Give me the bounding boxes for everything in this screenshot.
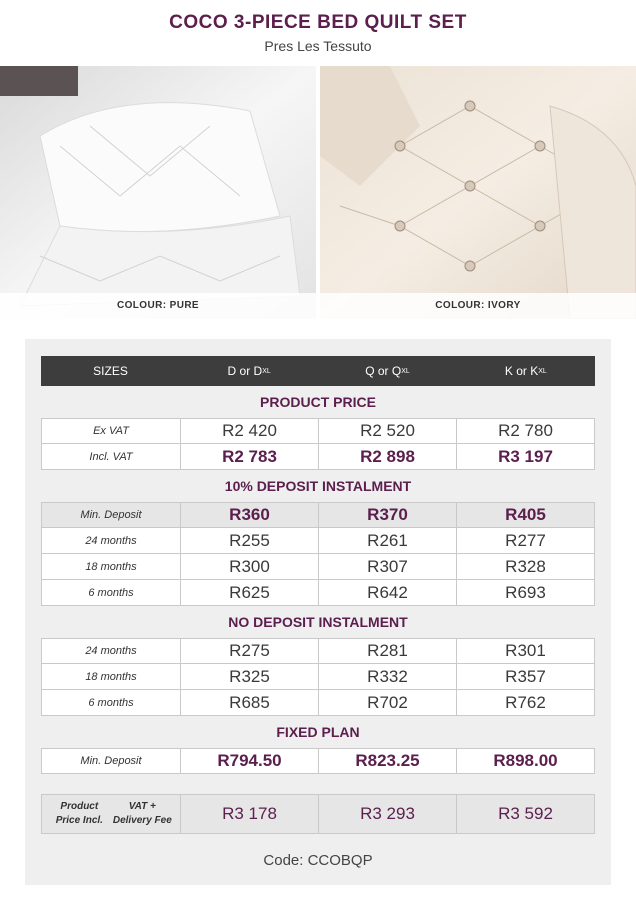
header: [0, 0, 636, 66]
price-cell: R255: [180, 528, 318, 553]
table-row: [41, 664, 595, 690]
price-cell: R823.25: [318, 749, 456, 773]
price-cell: R261: [318, 528, 456, 553]
row-label: 24 months: [85, 534, 137, 547]
table-row: [41, 444, 595, 470]
price-cell: R360: [180, 503, 318, 527]
row-label: 6 months: [88, 586, 134, 599]
price-cell: R625: [180, 580, 318, 605]
row-label: Product Price Incl. VAT + Delivery Fee: [42, 795, 180, 833]
price-cell: R2 780: [456, 419, 594, 443]
table-row: [41, 554, 595, 580]
product-photos: [0, 66, 636, 319]
price-cell: R898.00: [456, 749, 594, 773]
pricing-panel: [25, 339, 611, 885]
product-code-label: Code:: [263, 852, 304, 869]
price-cell: R702: [318, 690, 456, 715]
price-cell: R281: [318, 639, 456, 663]
table-row: [41, 748, 595, 774]
price-cell: R300: [180, 554, 318, 579]
row-label: 18 months: [85, 670, 137, 683]
photo-caption-ivory: COLOUR: IVORY: [320, 293, 636, 319]
section-title-no-deposit-instalment: NO DEPOSIT INSTALMENT: [228, 614, 408, 630]
product-subtitle: Pres Les Tessuto: [264, 38, 372, 54]
price-cell: R642: [318, 580, 456, 605]
price-cell: R2 783: [180, 444, 318, 469]
table-row: [41, 690, 595, 716]
sizes-header-row: [41, 356, 595, 386]
price-cell: R762: [456, 690, 594, 715]
price-cell: R2 898: [318, 444, 456, 469]
deposit-instalment-rows: [41, 502, 595, 606]
table-row: [41, 502, 595, 528]
no-deposit-instalment-rows: [41, 638, 595, 716]
product-code: [25, 852, 611, 869]
delivery-rows: [41, 794, 595, 834]
product-title: COCO 3-PIECE BED QUILT SET: [169, 12, 467, 33]
pricing-table: [41, 356, 595, 834]
price-cell: R3 592: [456, 795, 594, 833]
size-king: K or K XL: [504, 364, 547, 378]
size-queen: Q or Q XL: [365, 364, 410, 378]
row-label: 24 months: [85, 645, 137, 657]
price-cell: R357: [456, 664, 594, 689]
price-cell: R301: [456, 639, 594, 663]
quilt-pure-image: [0, 66, 316, 319]
photo-pure: [0, 66, 316, 319]
table-row: [41, 580, 595, 606]
table-row: [41, 528, 595, 554]
price-cell: R405: [456, 503, 594, 527]
fixed-plan-rows: [41, 748, 595, 774]
price-cell: R277: [456, 528, 594, 553]
price-cell: R370: [318, 503, 456, 527]
section-title-product-price: PRODUCT PRICE: [260, 394, 376, 410]
row-label: 6 months: [88, 696, 134, 709]
price-cell: R2 420: [180, 419, 318, 443]
price-cell: R328: [456, 554, 594, 579]
quilt-ivory-image: [320, 66, 636, 319]
sizes-label: SIZES: [93, 364, 128, 378]
photo-ivory: [320, 66, 636, 319]
size-double: D or D XL: [227, 364, 271, 378]
price-cell: R275: [180, 639, 318, 663]
photo-caption-pure: COLOUR: PURE: [0, 293, 316, 319]
price-cell: R685: [180, 690, 318, 715]
price-cell: R3 293: [318, 795, 456, 833]
row-label: 18 months: [85, 560, 137, 573]
price-cell: R325: [180, 664, 318, 689]
section-title-fixed-plan: FIXED PLAN: [276, 724, 360, 740]
price-cell: R693: [456, 580, 594, 605]
price-cell: R794.50: [180, 749, 318, 773]
price-cell: R307: [318, 554, 456, 579]
section-title-deposit-instalment: 10% DEPOSIT INSTALMENT: [224, 478, 412, 494]
row-label: Incl. VAT: [89, 450, 133, 463]
row-label: Ex VAT: [93, 425, 129, 437]
product-code-value: CCOBQP: [307, 852, 373, 869]
table-row: [41, 638, 595, 664]
product-price-rows: [41, 418, 595, 470]
price-cell: R3 197: [456, 444, 594, 469]
table-row: [41, 418, 595, 444]
row-label: Min. Deposit: [80, 755, 142, 767]
price-cell: R3 178: [180, 795, 318, 833]
price-cell: R332: [318, 664, 456, 689]
price-cell: R2 520: [318, 419, 456, 443]
table-row: [41, 794, 595, 834]
row-label: Min. Deposit: [42, 503, 180, 527]
